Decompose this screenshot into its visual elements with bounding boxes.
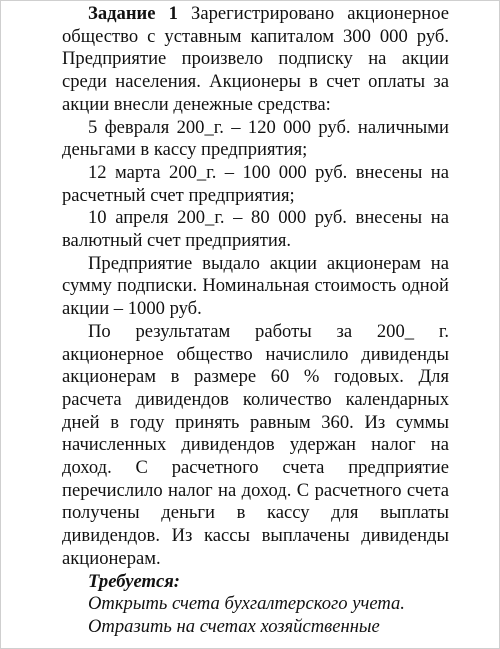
- requirement-heading: Требуется:: [88, 570, 180, 592]
- task-title: Задание 1: [88, 3, 178, 24]
- payment-item-2: 12 марта 200_г. – 100 000 руб. внесены на расчетный счет предприятия;: [62, 161, 449, 206]
- dividends-paragraph: По результатам работы за 200_ г. акционерное общество начислило дивиденды акционерам в размере 60 % годовых. Для расчета дивидендов количество календарных дней в году принять равным 360. Из суммы начисленных дивидендов удержан налог на доход. С расчетного счета предприятие перечислило налог на доход. С расчетного счета получены деньги в кассу для выплаты дивидендов. Из кассы выплачены дивиденды акционерам.: [62, 320, 449, 569]
- intro-text: Зарегистрировано акционерное общество с уставным капиталом 300 000 руб. Предприятие произвело подписку на акции среди населения. Акционеры в счет оплаты за акции внесли денежные средства:: [62, 3, 449, 115]
- payment-item-1: 5 февраля 200_г. – 120 000 руб. наличными деньгами в кассу предприятия;: [62, 116, 449, 161]
- document-content: [62, 3, 449, 639]
- requirement-item-2: Отразить на счетах хозяйственные: [88, 615, 380, 637]
- shares-paragraph: Предприятие выдало акции акционерам на сумму подписки. Номинальная стоимость одной акции – 1000 руб.: [62, 252, 449, 320]
- requirement-item-1: Открыть счета бухгалтерского учета.: [88, 593, 405, 615]
- intro-paragraph: [62, 3, 449, 117]
- payment-item-3: 10 апреля 200_г. – 80 000 руб. внесены на валютный счет предприятия.: [62, 207, 449, 252]
